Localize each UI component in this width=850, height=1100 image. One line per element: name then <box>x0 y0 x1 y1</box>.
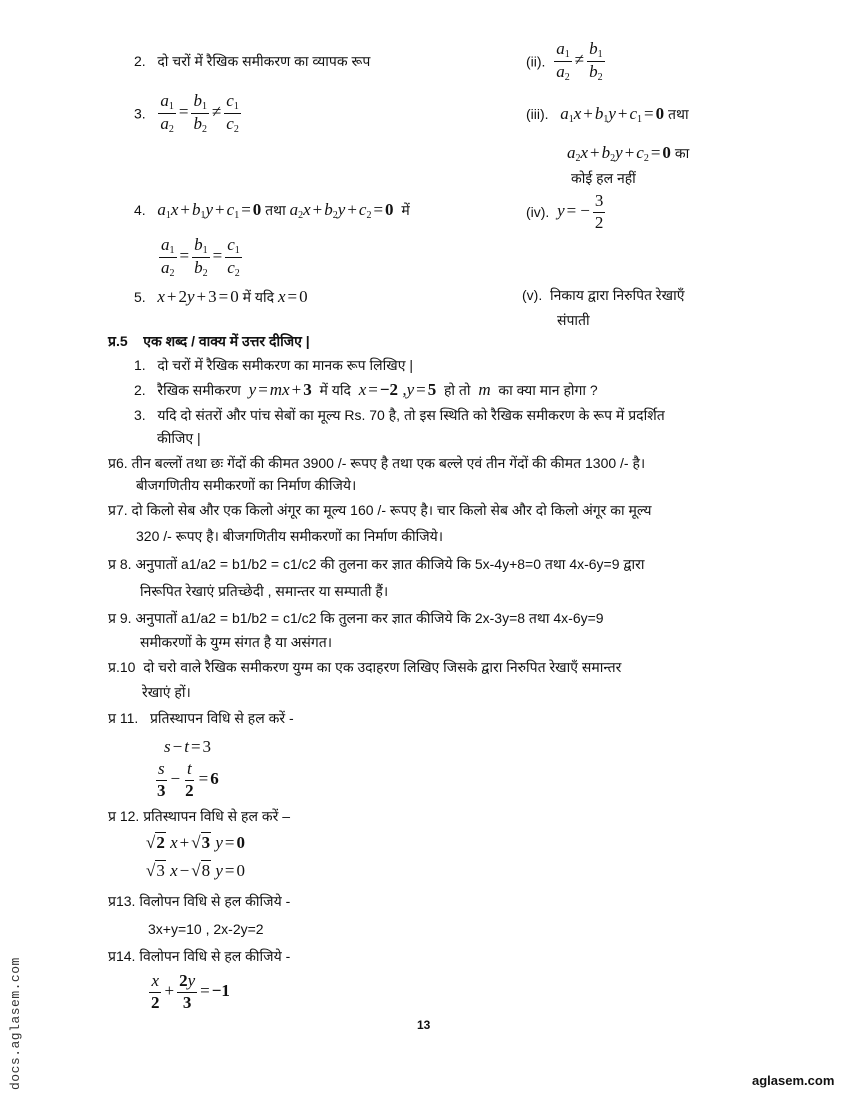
q13-heading <box>108 893 290 910</box>
suffix-text: में <box>401 202 410 218</box>
suffix-text: का <box>674 145 690 161</box>
question-text: तीन बल्लों तथा छः गेंदों की कीमत 3900 /- रूपए है तथा एक बल्ले एवं तीन गेंदों की कीमत 1300 /- है। <box>131 455 646 471</box>
q6-line1 <box>108 455 645 472</box>
item-number: (ii). <box>526 53 546 70</box>
q8-line1 <box>108 556 644 573</box>
ratio-equation: $\frac{a_1}{a_2}$ = $\frac{b_1}{b_2}$ ≠ $\frac{c_1}{c_2}$ <box>160 91 239 135</box>
mid-text: में यदि <box>242 289 275 305</box>
ratio-not-equal: $\frac{a_1}{a_2}$ ≠ $\frac{b_1}{b_2}$ <box>556 39 603 83</box>
left-item-3 <box>134 92 242 135</box>
right-item-iii-line3: कोई हल नहीं <box>571 170 636 186</box>
left-item-5 <box>134 287 308 307</box>
question-text: प्रतिस्थापन विधि से हल करें - <box>149 710 294 726</box>
right-item-v-line2: संपाती <box>557 312 590 328</box>
values-x-y: x = −2 ,y = 5 <box>358 380 437 399</box>
item-pre: रैखिक समीकरण <box>157 382 241 398</box>
question-label: प्र 9. <box>108 610 132 626</box>
equation-1: $a_1x + b_1y + c_1 = 0$ <box>157 200 262 221</box>
question-label: प्र7. <box>108 502 128 518</box>
left-item-4 <box>134 200 410 222</box>
right-item-ii <box>526 40 606 83</box>
right-item-v <box>522 287 684 304</box>
equation-y-neg-3-2: y = − $\frac{3}{2}$ <box>557 191 604 232</box>
item-mid: में यदि <box>319 382 351 398</box>
item-number: (v). <box>522 287 543 303</box>
item-number: 2. <box>134 53 146 69</box>
q11-equation-2: $\frac{s}{3}$ − $\frac{t}{2}$ = 6 <box>157 759 219 800</box>
question-text: अनुपातों a1/a2 = b1/b2 = c1/c2 कि तुलना कर ज्ञात कीजिये कि 2x-3y=8 तथा 4x-6y=9 <box>135 610 604 626</box>
right-item-iii <box>526 104 689 126</box>
equation-1: $a_1x + b_1y + c_1 = 0$ <box>560 104 665 125</box>
q12-heading <box>108 808 290 825</box>
q6-line2: बीजगणितीय समीकरणों का निर्माण कीजिये। <box>136 477 357 493</box>
q12-equation-1: √2 x + √3 y = 0 <box>146 833 245 852</box>
q5-item-3 <box>134 407 665 424</box>
equation-2: $a_2x + b_2y + c_2 = 0$ <box>567 143 671 164</box>
item-text: दो चरों में रैखिक समीकरण का व्यापक रूप <box>157 53 371 69</box>
q5-item-2 <box>134 380 598 400</box>
q11-heading <box>108 710 294 727</box>
q9-line1 <box>108 610 604 627</box>
item-text: यदि दो संतरों और पांच सेबों का मूल्य Rs. 70 है, तो इस स्थिति को रैखिक समीकरण के रूप में प्रदर्शित <box>157 407 665 423</box>
question-text: प्रतिस्थापन विधि से हल करें – <box>143 808 290 824</box>
item-number: 3. <box>134 407 146 423</box>
item-number: 4. <box>134 202 146 218</box>
right-item-iv <box>526 192 606 232</box>
q5-heading <box>108 333 310 350</box>
joiner-text: तथा <box>265 202 286 218</box>
q7-line2: 320 /- रूपए है। बीजगणितीय समीकरणों का निर्माण कीजिये। <box>136 528 444 544</box>
question-heading: एक शब्द / वाक्य में उत्तर दीजिए | <box>143 333 310 349</box>
side-watermark: docs.aglasem.com <box>8 957 23 1090</box>
equation-y-mx-3: y = mx + 3 <box>248 380 312 399</box>
equation-x-0: x = 0 <box>277 287 308 306</box>
right-item-iii-line2 <box>567 143 689 165</box>
q11-equation-1: s − t = 3 <box>164 737 212 756</box>
item-number: (iv). <box>526 203 550 220</box>
question-label: प्र.5 <box>108 333 128 349</box>
question-label: प्र.10 <box>108 659 136 675</box>
page-number: 13 <box>417 1018 431 1032</box>
question-text: विलोपन विधि से हल कीजिये - <box>139 893 291 909</box>
question-text: दो चरो वाले रैखिक समीकरण युग्म का एक उदाहरण लिखिए जिसके द्वारा निरुपित रेखाएँ समान्तर <box>143 659 622 675</box>
item-text: दो चरों में रैखिक समीकरण का मानक रूप लिखिए | <box>157 357 413 373</box>
item-number: 5. <box>134 289 146 305</box>
question-text: अनुपातों a1/a2 = b1/b2 = c1/c2 की तुलना कर ज्ञात कीजिये कि 5x-4y+8=0 तथा 4x-6y=9 द्वारा <box>135 556 645 572</box>
equation-2: $a_2x + b_2y + c_2 = 0$ <box>289 200 394 221</box>
left-item-4-ratio: $\frac{a_1}{a_2}$ = $\frac{b_1}{b_2}$ = $\frac{c_1}{c_2}$ <box>161 235 240 279</box>
q13-equation: 3x+y=10 , 2x-2y=2 <box>148 921 264 937</box>
item-mid2: हो तो <box>443 382 471 398</box>
question-label: प्र 11. <box>108 710 139 726</box>
question-label: प्र 12. <box>108 808 140 824</box>
footer-brand: aglasem.com <box>752 1073 835 1088</box>
item-number: 3. <box>134 105 146 122</box>
q8-line2: निरूपित रेखाएं प्रतिच्छेदी , समान्तर या सम्पाती हैं। <box>140 583 389 599</box>
q12-equation-2: √3 x − √8 y = 0 <box>146 861 245 880</box>
q5-item-3-line2: कीजिए | <box>157 430 201 446</box>
item-post: का क्या मान होगा ? <box>498 382 598 398</box>
left-item-2 <box>134 53 370 70</box>
q10-line1 <box>108 659 621 676</box>
item-number: (iii). <box>526 106 549 122</box>
question-label: प्र14. <box>108 948 136 964</box>
question-label: प्र 8. <box>108 556 132 572</box>
item-number: 1. <box>134 357 146 373</box>
variable-m: m <box>478 380 491 399</box>
question-text: दो किलो सेब और एक किलो अंगूर का मूल्य 160 /- रूपए है। चार किलो सेब और दो किलो अंगूर का मूल्य <box>131 502 652 518</box>
q5-item-1 <box>134 357 413 374</box>
joiner-text: तथा <box>668 106 689 122</box>
item-number: 2. <box>134 382 146 398</box>
question-text: विलोपन विधि से हल कीजिये - <box>139 948 291 964</box>
q7-line1 <box>108 502 651 519</box>
q9-line2: समीकरणों के युग्म संगत है या असंगत। <box>140 634 333 650</box>
question-label: प्र13. <box>108 893 136 909</box>
equation-x-2y-3: x + 2y + 3 = 0 <box>157 287 239 306</box>
question-label: प्र6. <box>108 455 128 471</box>
item-text: निकाय द्वारा निरुपित रेखाएँ <box>550 287 685 303</box>
q10-line2: रेखाएं हों। <box>142 684 191 700</box>
q14-equation: $\frac{x}{2}$ + $\frac{2y}{3}$ = −1 <box>151 971 230 1012</box>
q14-heading <box>108 948 290 965</box>
